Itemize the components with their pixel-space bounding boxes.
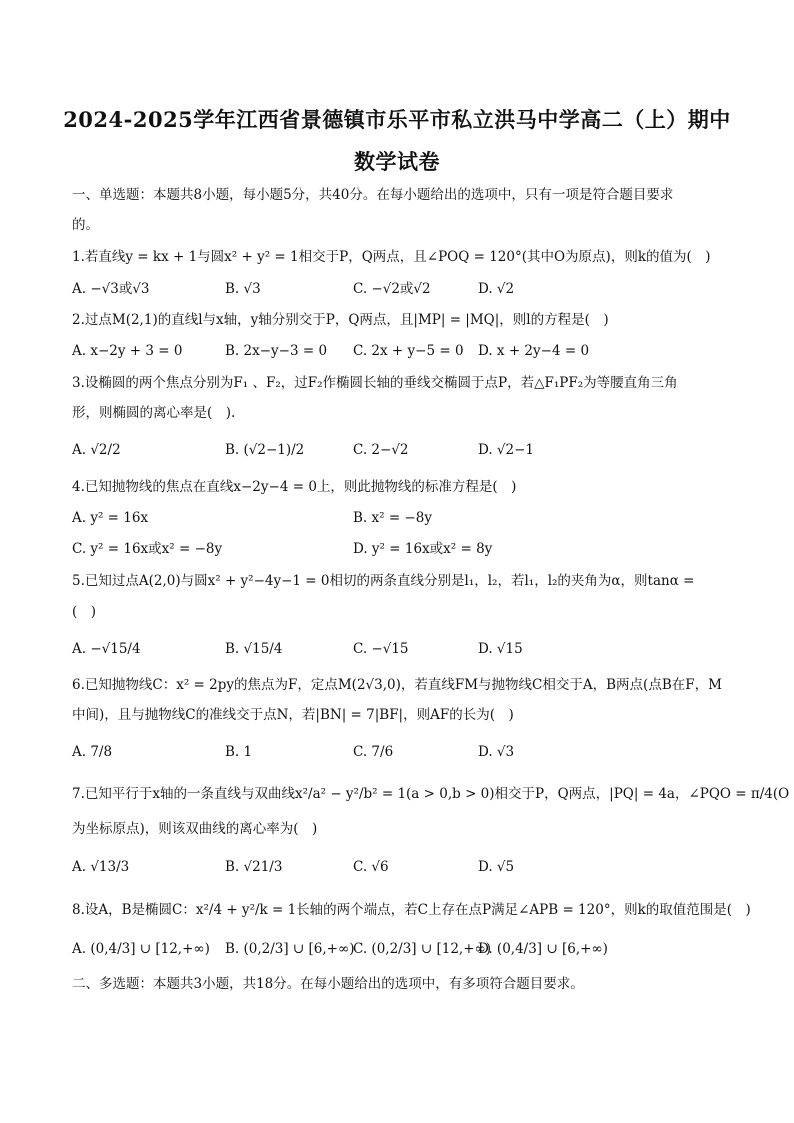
question-7-option-a: A. √13/3 xyxy=(72,859,130,875)
question-8-option-d: D. (0,4/3] ∪ [6,+∞) xyxy=(478,941,608,957)
question-8-stem: 8.设A，B是椭圆C：x²/4 + y²/k = 1长轴的两个端点，若C上存在点P满足∠APB = 120°，则k的取值范围是( ) xyxy=(72,902,751,918)
question-2-option-c: C. 2x + y−5 = 0 xyxy=(353,343,464,359)
question-4-stem: 4.已知抛物线的焦点在直线x−2y−4 = 0上，则此抛物线的标准方程是( ) xyxy=(72,479,517,495)
question-4-option-a: A. y² = 16x xyxy=(72,510,149,526)
section1-header: 一、单选题：本题共8小题，每小题5分，共40分。在每小题给出的选项中，只有一项是符合题目要求 xyxy=(72,187,674,203)
question-2-option-d: D. x + 2y−4 = 0 xyxy=(478,343,590,359)
question-2-option-b: B. 2x−y−3 = 0 xyxy=(225,343,328,359)
question-5-option-a: A. −√15/4 xyxy=(72,641,141,657)
section1-header-cont: 的。 xyxy=(72,217,99,233)
question-7-option-c: C. √6 xyxy=(353,859,389,875)
question-2-option-a: A. x−2y + 3 = 0 xyxy=(72,343,183,359)
question-5-stem-cont: ( ) xyxy=(72,604,97,620)
question-3-stem: 3.设椭圆的两个焦点分别为F₁ 、F₂，过F₂作椭圆长轴的垂线交椭圆于点P，若△F₁PF₂为等腰直角三角 xyxy=(72,375,678,391)
question-1-option-b: B. √3 xyxy=(225,281,261,297)
question-1-stem: 1.若直线y = kx + 1与圆x² + y² = 1相交于P，Q两点，且∠POQ = 120°(其中O为原点)，则k的值为( ) xyxy=(72,249,711,265)
question-6-stem: 6.已知抛物线C：x² = 2py的焦点为F，定点M(2√3,0)，若直线FM与抛物线C相交于A，B两点(点B在F，M xyxy=(72,677,722,693)
exam-title-line1: 2024-2025学年江西省景德镇市乐平市私立洪马中学高二（上）期中 xyxy=(63,107,731,132)
question-6-option-b: B. 1 xyxy=(225,744,253,760)
question-8-option-c: C. (0,2/3] ∪ [12,+∞) xyxy=(353,941,492,957)
question-6-option-a: A. 7/8 xyxy=(72,744,113,760)
exam-title-line2: 数学试卷 xyxy=(354,149,440,174)
question-3-option-b: B. (√2−1)/2 xyxy=(225,442,305,458)
question-5-option-d: D. √15 xyxy=(478,641,523,657)
question-6-stem-cont: 中间)，且与抛物线C的准线交于点N，若|BN| = 7|BF|，则AF的长为( ) xyxy=(72,707,514,723)
question-7-option-b: B. √21/3 xyxy=(225,859,283,875)
question-5-stem: 5.已知过点A(2,0)与圆x² + y²−4y−1 = 0相切的两条直线分别是l₁，l₂，若l₁，l₂的夹角为α，则tanα = xyxy=(72,573,695,589)
question-8-option-a: A. (0,4/3] ∪ [12,+∞) xyxy=(72,941,210,957)
question-4-option-d: D. y² = 16x或x² = 8y xyxy=(353,541,493,557)
question-6-option-d: D. √3 xyxy=(478,744,515,760)
question-5-option-b: B. √15/4 xyxy=(225,641,283,657)
question-2-stem: 2.过点M(2,1)的直线l与x轴，y轴分别交于P，Q两点，且|MP| = |MQ|，则l的方程是( ) xyxy=(72,312,609,328)
question-4-option-b: B. x² = −8y xyxy=(353,510,432,526)
question-3-option-a: A. √2/2 xyxy=(72,442,121,458)
question-5-option-c: C. −√15 xyxy=(353,641,409,657)
question-8-option-b: B. (0,2/3] ∪ [6,+∞) xyxy=(225,941,355,957)
section2-header: 二、多选题：本题共3小题，共18分。在每小题给出的选项中，有多项符合题目要求。 xyxy=(72,976,584,992)
question-1-option-a: A. −√3或√3 xyxy=(72,281,150,297)
question-4-option-c: C. y² = 16x或x² = −8y xyxy=(72,541,223,557)
question-1-option-c: C. −√2或√2 xyxy=(353,281,431,297)
question-6-option-c: C. 7/6 xyxy=(353,744,394,760)
question-3-option-c: C. 2−√2 xyxy=(353,442,409,458)
question-1-option-d: D. √2 xyxy=(478,281,515,297)
question-7-stem: 7.已知平行于x轴的一条直线与双曲线x²/a² − y²/b² = 1(a > 0,b > 0)相交于P，Q两点，|PQ| = 4a，∠PQO = π/4(O xyxy=(72,786,790,802)
question-3-stem-cont: 形，则椭圆的离心率是( ). xyxy=(72,405,236,421)
question-7-stem-cont: 为坐标原点)，则该双曲线的离心率为( ) xyxy=(72,821,318,837)
question-3-option-d: D. √2−1 xyxy=(478,442,535,458)
question-7-option-d: D. √5 xyxy=(478,859,515,875)
